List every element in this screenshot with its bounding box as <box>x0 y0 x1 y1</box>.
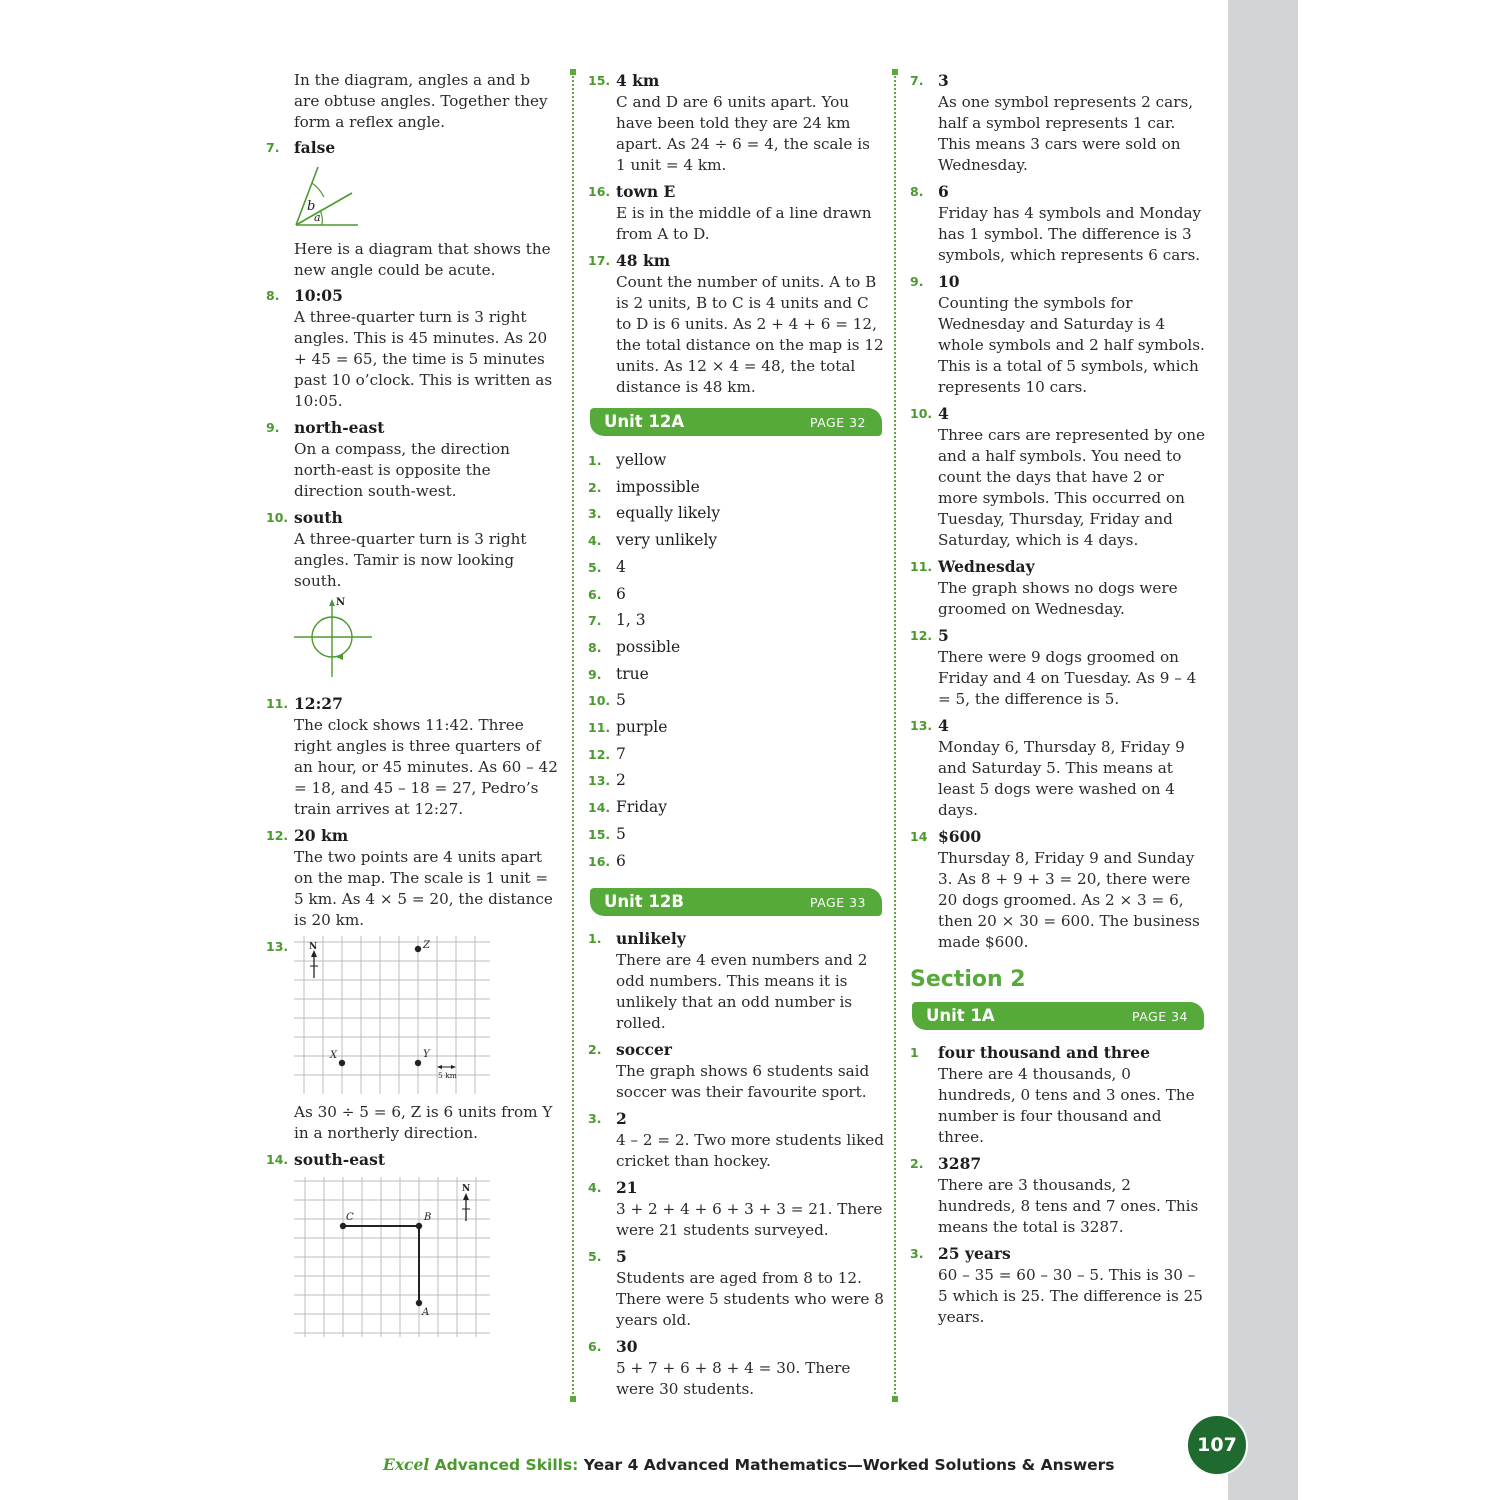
grid-north-label: N <box>309 942 318 952</box>
answer: impossible <box>616 477 700 496</box>
unit-page: PAGE 32 <box>809 415 866 430</box>
divider-end <box>570 69 576 75</box>
column-divider <box>572 72 574 1402</box>
item-number: 7. <box>266 140 280 155</box>
answer-item <box>262 936 560 1144</box>
answer-item <box>906 715 1206 821</box>
answer: Wednesday <box>938 557 1035 576</box>
answer-item <box>584 475 884 501</box>
answer-item <box>584 501 884 527</box>
point-label-a: A <box>422 1307 430 1318</box>
answer: 30 <box>616 1337 638 1357</box>
answer: 5 <box>938 626 949 645</box>
answer: south <box>294 508 343 527</box>
answer: north-east <box>294 418 385 437</box>
answer-item <box>262 137 560 159</box>
item-number: 3. <box>910 1246 924 1261</box>
answer-item <box>584 555 884 581</box>
point-label-x: X <box>330 1050 338 1061</box>
answer: four thousand and three <box>938 1043 1151 1062</box>
column-2 <box>584 70 884 1405</box>
answer: 5 <box>616 1247 627 1267</box>
answer-item <box>906 1243 1206 1328</box>
answer: unlikely <box>616 929 686 949</box>
answer-item <box>584 1039 884 1103</box>
unit-page: PAGE 33 <box>809 895 866 911</box>
item-number: 10. <box>910 406 933 421</box>
answer-item <box>584 528 884 554</box>
explanation: Friday has 4 symbols and Monday has 1 symbol. The difference is 3 symbols, which represents 6 cars. <box>938 204 1202 264</box>
answer-item <box>262 693 560 820</box>
answer-item <box>584 70 884 176</box>
answer: 5 <box>616 691 626 710</box>
answer: 4 <box>938 404 949 423</box>
footer-title: Year 4 Advanced Mathematics—Worked Solutions & Answers <box>583 1456 1115 1474</box>
item-number: 13. <box>588 773 611 789</box>
answer-item <box>906 826 1206 953</box>
item-number: 5. <box>588 1249 602 1265</box>
item-number: 13. <box>266 939 289 954</box>
section-heading: Section 2 <box>910 967 1026 992</box>
answer: 6 <box>616 851 626 870</box>
answer: false <box>294 138 336 157</box>
explanation: 60 – 35 = 60 – 30 – 5. This is 30 – 5 which is 25. The difference is 25 years. <box>938 1266 1203 1326</box>
answer: 2 <box>616 771 626 790</box>
explanation: As one symbol represents 2 cars, half a symbol represents 1 car. This means 3 cars were sold on Wednesday. <box>938 93 1194 174</box>
item-number: 7. <box>910 73 924 88</box>
column-3 <box>906 70 1206 1333</box>
answer: Friday <box>616 798 668 817</box>
item-number: 3. <box>588 506 602 522</box>
point-label-b: B <box>424 1212 432 1223</box>
answer-item <box>584 768 884 794</box>
item-number: 1. <box>588 453 602 468</box>
item-number: 2. <box>910 1156 924 1171</box>
answer: 6 <box>938 182 949 201</box>
unit-title: Unit 12B <box>604 892 684 912</box>
item-number: 12. <box>266 828 289 843</box>
answer: 25 years <box>938 1244 1011 1263</box>
unit-header-12b <box>590 888 882 916</box>
item-number: 1 <box>910 1045 919 1060</box>
answer-item <box>584 250 884 398</box>
map-grid-13 <box>294 936 560 1098</box>
item-number: 17. <box>588 253 611 268</box>
answer-item <box>906 271 1206 398</box>
answer: 20 km <box>294 826 349 845</box>
explanation: 5 + 7 + 6 + 8 + 4 = 30. There were 30 students. <box>616 1359 851 1399</box>
divider-end <box>570 1396 576 1402</box>
answer-item <box>906 70 1206 176</box>
page-footer <box>383 1455 1115 1474</box>
map-grid-14 <box>294 1177 560 1341</box>
item-number: 15. <box>588 826 611 842</box>
answer-item <box>584 608 884 634</box>
answer-item <box>584 928 884 1034</box>
divider-end <box>892 1396 898 1402</box>
answer: 4 km <box>616 71 660 90</box>
answer: town E <box>616 182 676 201</box>
explanation: E is in the middle of a line drawn from A to D. <box>616 204 872 243</box>
answer-item <box>262 825 560 931</box>
explanation: The two points are 4 units apart on the map. The scale is 1 unit = 5 km. As 4 × 5 = 20, the distance is 20 km. <box>294 848 553 929</box>
item-number: 9. <box>910 274 924 289</box>
answer-item <box>906 181 1206 266</box>
item-number: 14 <box>910 829 928 844</box>
footer-series: Advanced Skills: <box>434 1456 579 1474</box>
answer-item <box>262 1149 560 1171</box>
item-number: 8. <box>910 184 924 199</box>
explanation: Here is a diagram that shows the new angle could be acute. <box>294 240 551 279</box>
item-number: 8. <box>266 288 280 303</box>
answer: soccer <box>616 1040 672 1060</box>
answer-item <box>906 403 1206 551</box>
item-number: 6. <box>588 1339 602 1355</box>
item-number: 11. <box>910 559 933 574</box>
explanation: A three-quarter turn is 3 right angles. This is 45 minutes. As 20 + 45 = 65, the time is 5 minutes past 10 o’clock. This is written as 10:05. <box>294 308 553 410</box>
answer-item <box>584 795 884 821</box>
explanation: There are 4 even numbers and 2 odd numbers. This means it is unlikely that an odd number is rolled. <box>616 951 868 1033</box>
answer: 10:05 <box>294 286 343 305</box>
answer: 3 <box>938 71 949 90</box>
answer: 2 <box>616 1109 627 1129</box>
scale-label: 5 km <box>438 1071 457 1080</box>
answer: 4 <box>616 557 626 576</box>
angle-label-a: a <box>314 211 321 224</box>
explanation: Count the number of units. A to B is 2 units, B to C is 4 units and C to D is 6 units. As 2 + 4 + 6 = 12, the total distance on the map is 12 units. As 12 × 4 = 48, the total distance is 48 km. <box>616 273 884 396</box>
answer: 3287 <box>938 1154 982 1173</box>
item-number: 7. <box>588 613 602 629</box>
answer: possible <box>616 637 681 656</box>
item-number: 1. <box>588 931 602 947</box>
unit-page: PAGE 34 <box>1131 1009 1188 1024</box>
unit-header-1a <box>912 1002 1204 1030</box>
answer-item <box>584 635 884 661</box>
answer-list-12a <box>584 448 884 874</box>
item-number: 16. <box>588 853 611 869</box>
item-number: 3. <box>588 1111 602 1127</box>
item-number: 2. <box>588 479 602 495</box>
answer: 10 <box>938 272 960 291</box>
item-number: 11. <box>266 696 289 711</box>
answer-item <box>584 1108 884 1172</box>
item-number: 12. <box>910 628 933 643</box>
explanation: The graph shows no dogs were groomed on Wednesday. <box>938 579 1178 618</box>
explanation: Counting the symbols for Wednesday and Saturday is 4 whole symbols and 2 half symbols. This is a total of 5 symbols, which represents 10 cars. <box>938 294 1205 396</box>
unit-title: Unit 1A <box>926 1006 995 1025</box>
divider-end <box>892 69 898 75</box>
explanation: The clock shows 11:42. Three right angles is three quarters of an hour, or 45 minutes. As 60 – 42 = 18, and 45 – 18 = 27, Pedro’s train arrives at 12:27. <box>294 716 558 818</box>
answer-item <box>262 417 560 502</box>
answer: yellow <box>616 451 667 469</box>
explanation: There were 9 dogs groomed on Friday and 4 on Tuesday. As 9 – 4 = 5, the difference is 5. <box>938 648 1197 708</box>
point-label-z: Z <box>423 940 430 951</box>
explanation: The graph shows 6 students said soccer was their favourite sport. <box>616 1062 870 1102</box>
answer: $600 <box>938 827 982 846</box>
answer-item <box>906 556 1206 620</box>
answer: 7 <box>616 744 626 763</box>
explanation: 3 + 2 + 4 + 6 + 3 + 3 = 21. There were 21 students surveyed. <box>616 1200 883 1240</box>
answer: 21 <box>616 1178 638 1198</box>
answer: 5 <box>616 824 626 843</box>
unit-title: Unit 12A <box>604 412 685 431</box>
answer: 4 <box>938 716 949 735</box>
answer: equally likely <box>616 504 721 523</box>
answer-item <box>584 662 884 688</box>
page-number-badge: 107 <box>1186 1414 1248 1476</box>
explanation: On a compass, the direction north-east is opposite the direction south-west. <box>294 440 510 500</box>
item-number: 2. <box>588 1042 602 1058</box>
answer-item <box>584 742 884 768</box>
intro-text: In the diagram, angles a and b are obtuse angles. Together they form a reflex angle. <box>294 71 548 131</box>
answer-item <box>584 849 884 875</box>
item-number: 8. <box>588 639 602 655</box>
answer-item <box>584 822 884 848</box>
item-number: 4. <box>588 1180 602 1196</box>
answer-item <box>584 688 884 714</box>
explanation: Thursday 8, Friday 9 and Sunday 3. As 8 + 9 + 3 = 20, there were 20 dogs groomed. As 2 × 3 = 6, then 20 × 30 = 600. The business made $600. <box>938 849 1200 951</box>
explanation: A three-quarter turn is 3 right angles. Tamir is now looking south. <box>294 530 527 590</box>
side-strip <box>1228 0 1298 1500</box>
answer-item <box>584 448 884 474</box>
unit-header-12a <box>590 408 882 436</box>
angle-diagram <box>294 163 560 237</box>
answer-item <box>906 1042 1206 1148</box>
explanation: 4 – 2 = 2. Two more students liked cricket than hockey. <box>616 1131 884 1171</box>
answer-item <box>262 285 560 412</box>
answer: very unlikely <box>616 531 718 550</box>
item-number: 6. <box>588 586 602 602</box>
item-number: 9. <box>588 666 602 682</box>
answer: 48 km <box>616 251 671 270</box>
item-number: 10. <box>266 510 289 525</box>
item-number: 10. <box>588 693 611 709</box>
explanation: C and D are 6 units apart. You have been told they are 24 km apart. As 24 ÷ 6 = 4, the scale is 1 unit = 4 km. <box>616 93 870 174</box>
column-1 <box>262 70 560 1349</box>
explanation: There are 4 thousands, 0 hundreds, 0 tens and 3 ones. The number is four thousand and three. <box>938 1065 1195 1146</box>
grid-north-label: N <box>462 1184 471 1194</box>
answer: 12:27 <box>294 694 343 713</box>
answer: south-east <box>294 1150 385 1169</box>
explanation: As 30 ÷ 5 = 6, Z is 6 units from Y in a northerly direction. <box>294 1103 553 1142</box>
angle-label-b: b <box>307 199 316 214</box>
answer-item <box>584 1177 884 1241</box>
answer-item <box>584 582 884 608</box>
item-number: 5. <box>588 559 602 575</box>
compass-north-label: N <box>336 597 346 608</box>
point-label-c: C <box>346 1212 354 1223</box>
item-number: 4. <box>588 533 602 549</box>
answer-item <box>262 507 560 592</box>
explanation: Students are aged from 8 to 12. There were 5 students who were 8 years old. <box>616 1269 884 1330</box>
item-number: 14. <box>266 1152 289 1167</box>
item-number: 15. <box>588 73 611 88</box>
explanation: There are 3 thousands, 2 hundreds, 8 tens and 7 ones. This means the total is 3287. <box>938 1176 1199 1236</box>
answer-item <box>584 1336 884 1400</box>
answer: true <box>616 664 649 683</box>
answer: 1, 3 <box>616 611 646 630</box>
explanation: Monday 6, Thursday 8, Friday 9 and Saturday 5. This means at least 5 dogs were washed on 4 days. <box>938 738 1185 819</box>
answer-item <box>584 1246 884 1331</box>
answer-item <box>906 625 1206 710</box>
column-divider <box>894 72 896 1402</box>
item-number: 16. <box>588 184 611 199</box>
answer-item <box>584 715 884 741</box>
compass-diagram <box>294 597 560 685</box>
point-label-y: Y <box>423 1049 430 1060</box>
item-number: 11. <box>588 720 611 736</box>
explanation: Three cars are represented by one and a half symbols. You need to count the days that have 2 or more symbols. This occurred on Tuesday, Thursday, Friday and Saturday, which is 4 days. <box>938 426 1206 549</box>
answer: purple <box>616 718 668 737</box>
footer-brand: Excel <box>383 1455 430 1474</box>
item-number: 13. <box>910 718 933 733</box>
answer-item <box>584 181 884 245</box>
answer-item <box>906 1153 1206 1238</box>
item-number: 12. <box>588 746 611 762</box>
item-number: 9. <box>266 420 280 435</box>
item-number: 14. <box>588 800 611 816</box>
answer: 6 <box>616 584 626 603</box>
